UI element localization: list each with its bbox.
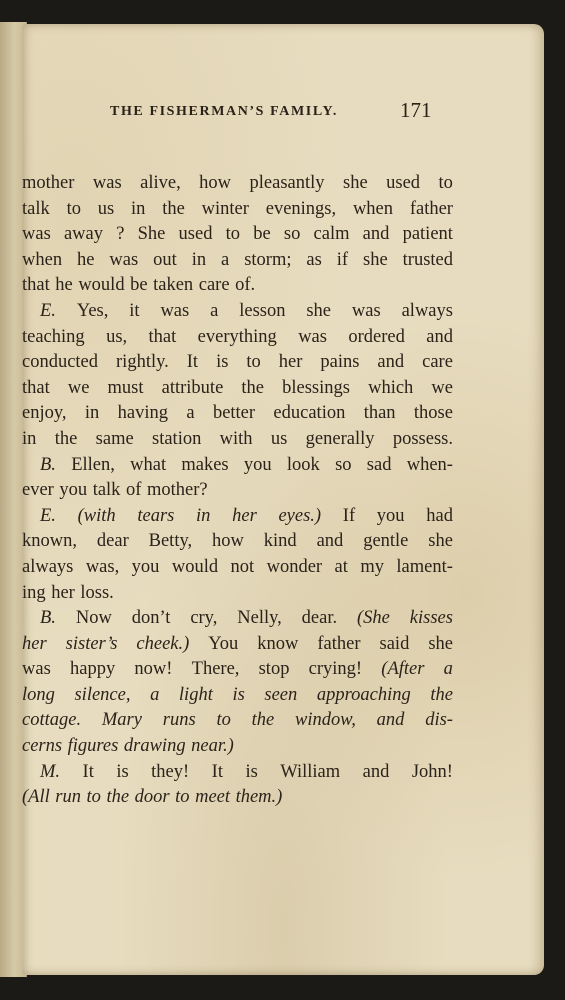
word: stop: [258, 659, 290, 680]
word: was: [92, 173, 122, 193]
word: which: [368, 377, 414, 398]
word: don’t: [131, 608, 171, 629]
word: at: [334, 556, 348, 577]
word: to: [246, 352, 261, 373]
word: to: [66, 198, 81, 219]
word: approaching: [316, 684, 411, 705]
text-line: [22, 606, 453, 632]
word: rightly.: [116, 352, 169, 373]
word: mother?: [146, 480, 208, 501]
word: and: [362, 761, 390, 782]
word: If: [342, 505, 356, 526]
word: dear: [96, 531, 129, 552]
speaker-label: E.: [40, 505, 56, 526]
word: away: [63, 224, 104, 245]
text-line: [22, 529, 453, 555]
word: and: [316, 531, 344, 552]
word: she: [428, 633, 453, 654]
text-line: [22, 657, 453, 683]
word: dis-: [425, 710, 453, 731]
word: us: [97, 198, 115, 219]
word: runs: [162, 710, 196, 731]
word: the: [430, 684, 453, 705]
word: cottage.: [22, 710, 82, 731]
word: would: [171, 556, 219, 577]
word: and: [426, 326, 453, 347]
word: how: [199, 173, 232, 193]
word: taken: [153, 275, 194, 296]
word: was,: [85, 556, 120, 577]
word: must: [107, 377, 144, 398]
word: kisses: [409, 608, 453, 629]
word: ?: [116, 224, 125, 245]
word: ever: [22, 480, 54, 501]
speaker-label: E.: [40, 300, 56, 321]
word: teaching: [22, 326, 85, 347]
page-number: 171: [400, 98, 432, 122]
speaker-label: B.: [40, 608, 56, 629]
word: storm;: [244, 249, 292, 270]
word: a: [221, 249, 230, 270]
word: tears: [137, 505, 175, 526]
word: is: [245, 761, 258, 782]
word: silence,: [74, 684, 131, 705]
word: was: [351, 300, 381, 321]
word: crying!: [308, 659, 363, 680]
word: when: [22, 249, 63, 270]
word: she: [306, 300, 332, 321]
word: with: [219, 428, 253, 449]
word: patient: [402, 224, 453, 245]
word: we: [431, 377, 453, 398]
word: calm: [313, 224, 350, 245]
text-line: [22, 760, 453, 786]
word: was: [160, 300, 190, 321]
word: talk: [22, 198, 50, 219]
word: education: [273, 403, 346, 424]
word: loss.: [80, 582, 114, 603]
word: know: [257, 633, 299, 654]
word: long: [22, 684, 55, 705]
text-line: [22, 785, 453, 811]
text-line: [22, 325, 453, 351]
word: the: [241, 377, 265, 398]
word: talk: [92, 480, 121, 501]
word: the: [54, 428, 78, 449]
word: was: [109, 249, 139, 270]
word: she: [428, 531, 453, 552]
word: a: [443, 659, 453, 680]
word: as: [306, 249, 322, 270]
text-line: [22, 376, 453, 402]
word: is: [116, 761, 129, 782]
word: be: [130, 275, 148, 296]
word: better: [212, 403, 256, 424]
word: Ellen,: [71, 454, 115, 475]
word: he: [55, 275, 73, 296]
word: She: [137, 224, 166, 245]
word: of: [125, 480, 142, 501]
word: when: [352, 198, 394, 219]
word: Nelly,: [237, 608, 282, 629]
word: how: [212, 531, 244, 552]
word: is: [232, 684, 245, 705]
word: station: [152, 428, 202, 449]
word: her: [22, 633, 47, 654]
text-line: [22, 299, 453, 325]
word: sad: [366, 454, 392, 475]
word: to: [86, 787, 101, 808]
word: cheek.): [136, 633, 190, 654]
word: enjoy,: [22, 403, 67, 424]
text-line: [22, 581, 453, 607]
word: (After: [381, 659, 425, 680]
word: and: [362, 224, 390, 245]
word: they!: [151, 761, 190, 782]
word: that: [148, 326, 177, 347]
word: light: [178, 684, 213, 705]
word: happy: [69, 659, 116, 680]
speaker-label: B.: [40, 454, 56, 475]
word: near.): [191, 736, 234, 757]
word: said: [379, 633, 410, 654]
word: in: [84, 403, 100, 424]
text-line: [22, 478, 453, 504]
word: we: [67, 377, 90, 398]
word: door: [134, 787, 170, 808]
word: ordered: [348, 326, 405, 347]
word: lament-: [396, 556, 453, 577]
body-text: [22, 171, 453, 811]
word: evenings,: [265, 198, 337, 219]
word: you: [59, 480, 88, 501]
word: the: [106, 787, 130, 808]
word: in: [131, 198, 146, 219]
word: sister’s: [65, 633, 118, 654]
word: that: [22, 377, 50, 398]
word: run: [55, 787, 81, 808]
word: William: [280, 761, 341, 782]
word: she: [343, 173, 368, 193]
word: so: [335, 454, 352, 475]
word: out: [153, 249, 177, 270]
text-line: [22, 734, 453, 760]
word: when-: [406, 454, 453, 475]
word: kind: [263, 531, 297, 552]
word: (with: [77, 505, 116, 526]
word: you: [131, 556, 160, 577]
word: (She: [357, 608, 390, 629]
text-line: [22, 427, 453, 453]
word: always: [401, 300, 453, 321]
word: pleasantly: [249, 173, 325, 193]
word: so: [283, 224, 301, 245]
word: them.): [235, 787, 283, 808]
word: us: [270, 428, 288, 449]
running-title: THE FISHERMAN’S FAMILY.: [110, 104, 339, 119]
word: conducted: [22, 352, 99, 373]
word: my: [360, 556, 384, 577]
word: us,: [106, 326, 128, 347]
word: you: [376, 505, 405, 526]
word: was: [22, 224, 51, 245]
word: he: [77, 249, 95, 270]
word: the: [251, 710, 275, 731]
word: in: [191, 249, 207, 270]
word: It: [211, 761, 223, 782]
word: cerns: [22, 736, 63, 757]
word: attribute: [161, 377, 224, 398]
word: alive,: [140, 173, 181, 193]
word: meet: [195, 787, 231, 808]
word: pains: [320, 352, 360, 373]
text-line: [22, 708, 453, 734]
word: her: [51, 582, 75, 603]
word: makes: [181, 454, 229, 475]
word: generally: [305, 428, 375, 449]
word: what: [130, 454, 167, 475]
text-line: [22, 504, 453, 530]
word: to: [225, 224, 241, 245]
word: you: [243, 454, 272, 475]
text-line: [22, 453, 453, 479]
word: It: [186, 352, 199, 373]
word: eyes.): [278, 505, 322, 526]
word: in: [22, 428, 37, 449]
word: a: [210, 300, 219, 321]
word: Now: [75, 608, 112, 629]
word: (All: [22, 787, 50, 808]
page-header: [0, 98, 565, 124]
word: figures: [67, 736, 119, 757]
word: it: [129, 300, 140, 321]
text-line: [22, 273, 453, 299]
word: window,: [295, 710, 356, 731]
word: seen: [264, 684, 298, 705]
word: lesson: [239, 300, 286, 321]
word: to: [438, 173, 453, 193]
speaker-label: M.: [40, 761, 61, 782]
word: always: [22, 556, 74, 577]
text-line: [22, 248, 453, 274]
word: to: [216, 710, 231, 731]
word: possess.: [392, 428, 453, 449]
text-line: [22, 350, 453, 376]
word: and: [377, 352, 405, 373]
word: not: [230, 556, 255, 577]
word: father: [317, 633, 361, 654]
word: was: [298, 326, 327, 347]
word: in: [196, 505, 211, 526]
text-line: [22, 171, 453, 197]
word: that: [22, 275, 50, 296]
word: father: [409, 198, 453, 219]
word: blessings: [282, 377, 350, 398]
word: to: [175, 787, 190, 808]
word: cry,: [190, 608, 218, 629]
word: There,: [191, 659, 240, 680]
word: look: [286, 454, 320, 475]
word: Mary: [101, 710, 142, 731]
word: had: [426, 505, 453, 526]
text-line: [22, 401, 453, 427]
text-line: [22, 683, 453, 709]
word: everything: [197, 326, 277, 347]
word: mother: [22, 173, 75, 193]
text-line: [22, 197, 453, 223]
word: be: [253, 224, 271, 245]
word: her: [232, 505, 257, 526]
word: John!: [411, 761, 453, 782]
word: those: [413, 403, 453, 424]
word: known,: [22, 531, 77, 552]
word: used: [386, 173, 421, 193]
word: her: [278, 352, 303, 373]
word: and: [376, 710, 405, 731]
word: would: [78, 275, 125, 296]
word: used: [178, 224, 213, 245]
text-line: [22, 632, 453, 658]
word: having: [117, 403, 168, 424]
word: if: [336, 249, 349, 270]
word: drawing: [123, 736, 186, 757]
word: care: [422, 352, 453, 373]
word: care: [198, 275, 230, 296]
word: same: [95, 428, 134, 449]
word: of.: [235, 275, 256, 296]
word: gentle: [363, 531, 409, 552]
word: trusted: [402, 249, 453, 270]
text-line: [22, 222, 453, 248]
word: than: [363, 403, 396, 424]
word: You: [208, 633, 239, 654]
word: It: [82, 761, 94, 782]
word: is: [216, 352, 229, 373]
word: winter: [201, 198, 249, 219]
word: Betty,: [148, 531, 193, 552]
word: the: [162, 198, 185, 219]
word: dear.: [301, 608, 338, 629]
word: now!: [134, 659, 173, 680]
word: she: [363, 249, 388, 270]
word: was: [22, 659, 51, 680]
word: wonder: [266, 556, 323, 577]
word: Yes,: [76, 300, 109, 321]
word: a: [150, 684, 160, 705]
text-line: [22, 555, 453, 581]
word: a: [186, 403, 195, 424]
word: ing: [22, 582, 46, 603]
